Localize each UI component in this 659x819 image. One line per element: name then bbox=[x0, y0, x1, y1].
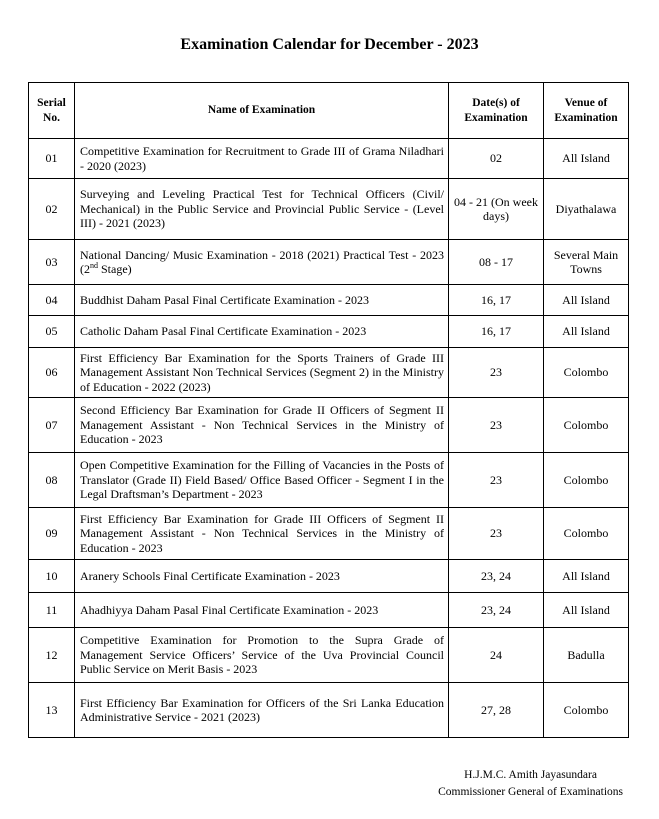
row-serial: 05 bbox=[29, 316, 75, 348]
row-exam-name: Ahadhiyya Daham Pasal Final Certificate Examination - 2023 bbox=[75, 593, 449, 628]
row-serial: 01 bbox=[29, 139, 75, 179]
row-dates: 16, 17 bbox=[449, 316, 544, 348]
row-serial: 12 bbox=[29, 628, 75, 683]
row-exam-name: Buddhist Daham Pasal Final Certificate Examination - 2023 bbox=[75, 285, 449, 316]
row-venue: All Island bbox=[544, 316, 629, 348]
row-serial: 06 bbox=[29, 348, 75, 398]
table-row bbox=[29, 179, 629, 240]
row-venue: Badulla bbox=[544, 628, 629, 683]
row-exam-name-prefix: National Dancing/ Music Examination - 2018 (2021) Practical Test - 2023 (2 bbox=[80, 247, 444, 276]
row-venue: Colombo bbox=[544, 508, 629, 560]
table-row bbox=[29, 240, 629, 285]
exam-calendar-table bbox=[28, 82, 629, 738]
header-name: Name of Examination bbox=[75, 83, 449, 139]
row-serial: 11 bbox=[29, 593, 75, 628]
row-serial: 10 bbox=[29, 560, 75, 593]
row-serial: 13 bbox=[29, 683, 75, 738]
row-dates: 16, 17 bbox=[449, 285, 544, 316]
row-exam-name: Second Efficiency Bar Examination for Grade II Officers of Segment II Management Assistant - Non Technical Services in the Ministry of Education - 2023 bbox=[75, 398, 449, 453]
signature-block bbox=[438, 767, 623, 801]
row-serial: 02 bbox=[29, 179, 75, 240]
table-row bbox=[29, 453, 629, 508]
row-dates: 04 - 21 (On week days) bbox=[449, 179, 544, 240]
row-venue: Diyathalawa bbox=[544, 179, 629, 240]
row-exam-name bbox=[75, 240, 449, 285]
row-venue: All Island bbox=[544, 285, 629, 316]
row-venue: All Island bbox=[544, 139, 629, 179]
row-dates: 23 bbox=[449, 453, 544, 508]
table-row bbox=[29, 285, 629, 316]
row-dates: 23 bbox=[449, 508, 544, 560]
row-venue: Colombo bbox=[544, 348, 629, 398]
table-row bbox=[29, 348, 629, 398]
signatory-name: H.J.M.C. Amith Jayasundara bbox=[464, 769, 597, 781]
table-row bbox=[29, 316, 629, 348]
row-serial: 09 bbox=[29, 508, 75, 560]
table-row bbox=[29, 398, 629, 453]
row-dates: 23, 24 bbox=[449, 593, 544, 628]
header-venue: Venue of Examination bbox=[544, 83, 629, 139]
row-venue: Colombo bbox=[544, 683, 629, 738]
row-dates: 23 bbox=[449, 348, 544, 398]
table-row bbox=[29, 508, 629, 560]
row-dates: 27, 28 bbox=[449, 683, 544, 738]
row-dates: 08 - 17 bbox=[449, 240, 544, 285]
row-exam-name: First Efficiency Bar Examination for the Sports Trainers of Grade III Management Assistant Non Technical Services (Segment 2) in the Ministry of Education - 2022 (2023) bbox=[75, 348, 449, 398]
table-row bbox=[29, 560, 629, 593]
row-exam-name: First Efficiency Bar Examination for Officers of the Sri Lanka Education Administrative Service - 2021 (2023) bbox=[75, 683, 449, 738]
row-venue: Colombo bbox=[544, 398, 629, 453]
row-exam-name: Catholic Daham Pasal Final Certificate Examination - 2023 bbox=[75, 316, 449, 348]
row-exam-name-suffix: Stage) bbox=[98, 262, 132, 276]
row-venue: Colombo bbox=[544, 453, 629, 508]
row-exam-name-superscript: nd bbox=[90, 261, 98, 270]
row-venue: All Island bbox=[544, 560, 629, 593]
table-row bbox=[29, 139, 629, 179]
signatory-designation: Commissioner General of Examinations bbox=[438, 786, 623, 798]
row-serial: 04 bbox=[29, 285, 75, 316]
row-venue: Several Main Towns bbox=[544, 240, 629, 285]
row-serial: 03 bbox=[29, 240, 75, 285]
table-header-row bbox=[29, 83, 629, 139]
row-serial: 08 bbox=[29, 453, 75, 508]
row-dates: 02 bbox=[449, 139, 544, 179]
table-row bbox=[29, 628, 629, 683]
page-title: Examination Calendar for December - 2023 bbox=[180, 36, 479, 53]
row-dates: 23 bbox=[449, 398, 544, 453]
row-exam-name: Open Competitive Examination for the Filling of Vacancies in the Posts of Translator (Grade II) Field Based/ Office Based Officer - Segment I in the Legal Draftsman’s Department - 2023 bbox=[75, 453, 449, 508]
row-exam-name: Competitive Examination for Recruitment to Grade III of Grama Niladhari - 2020 (2023) bbox=[75, 139, 449, 179]
table-row bbox=[29, 683, 629, 738]
row-dates: 23, 24 bbox=[449, 560, 544, 593]
table-row bbox=[29, 593, 629, 628]
row-serial: 07 bbox=[29, 398, 75, 453]
row-exam-name: Competitive Examination for Promotion to the Supra Grade of Management Service Officers’ Service of the Uva Provincial Council Public Service on Merit Basis - 2023 bbox=[75, 628, 449, 683]
row-dates: 24 bbox=[449, 628, 544, 683]
header-dates: Date(s) of Examination bbox=[449, 83, 544, 139]
row-exam-name: Aranery Schools Final Certificate Examination - 2023 bbox=[75, 560, 449, 593]
row-exam-name: First Efficiency Bar Examination for Grade III Officers of Segment II Management Assistant - Non Technical Services in the Ministry of Education - 2023 bbox=[75, 508, 449, 560]
row-exam-name: Surveying and Leveling Practical Test for Technical Officers (Civil/ Mechanical) in the Public Service and Provincial Public Service - (Level III) - 2021 (2023) bbox=[75, 179, 449, 240]
header-serial: Serial No. bbox=[29, 83, 75, 139]
row-venue: All Island bbox=[544, 593, 629, 628]
